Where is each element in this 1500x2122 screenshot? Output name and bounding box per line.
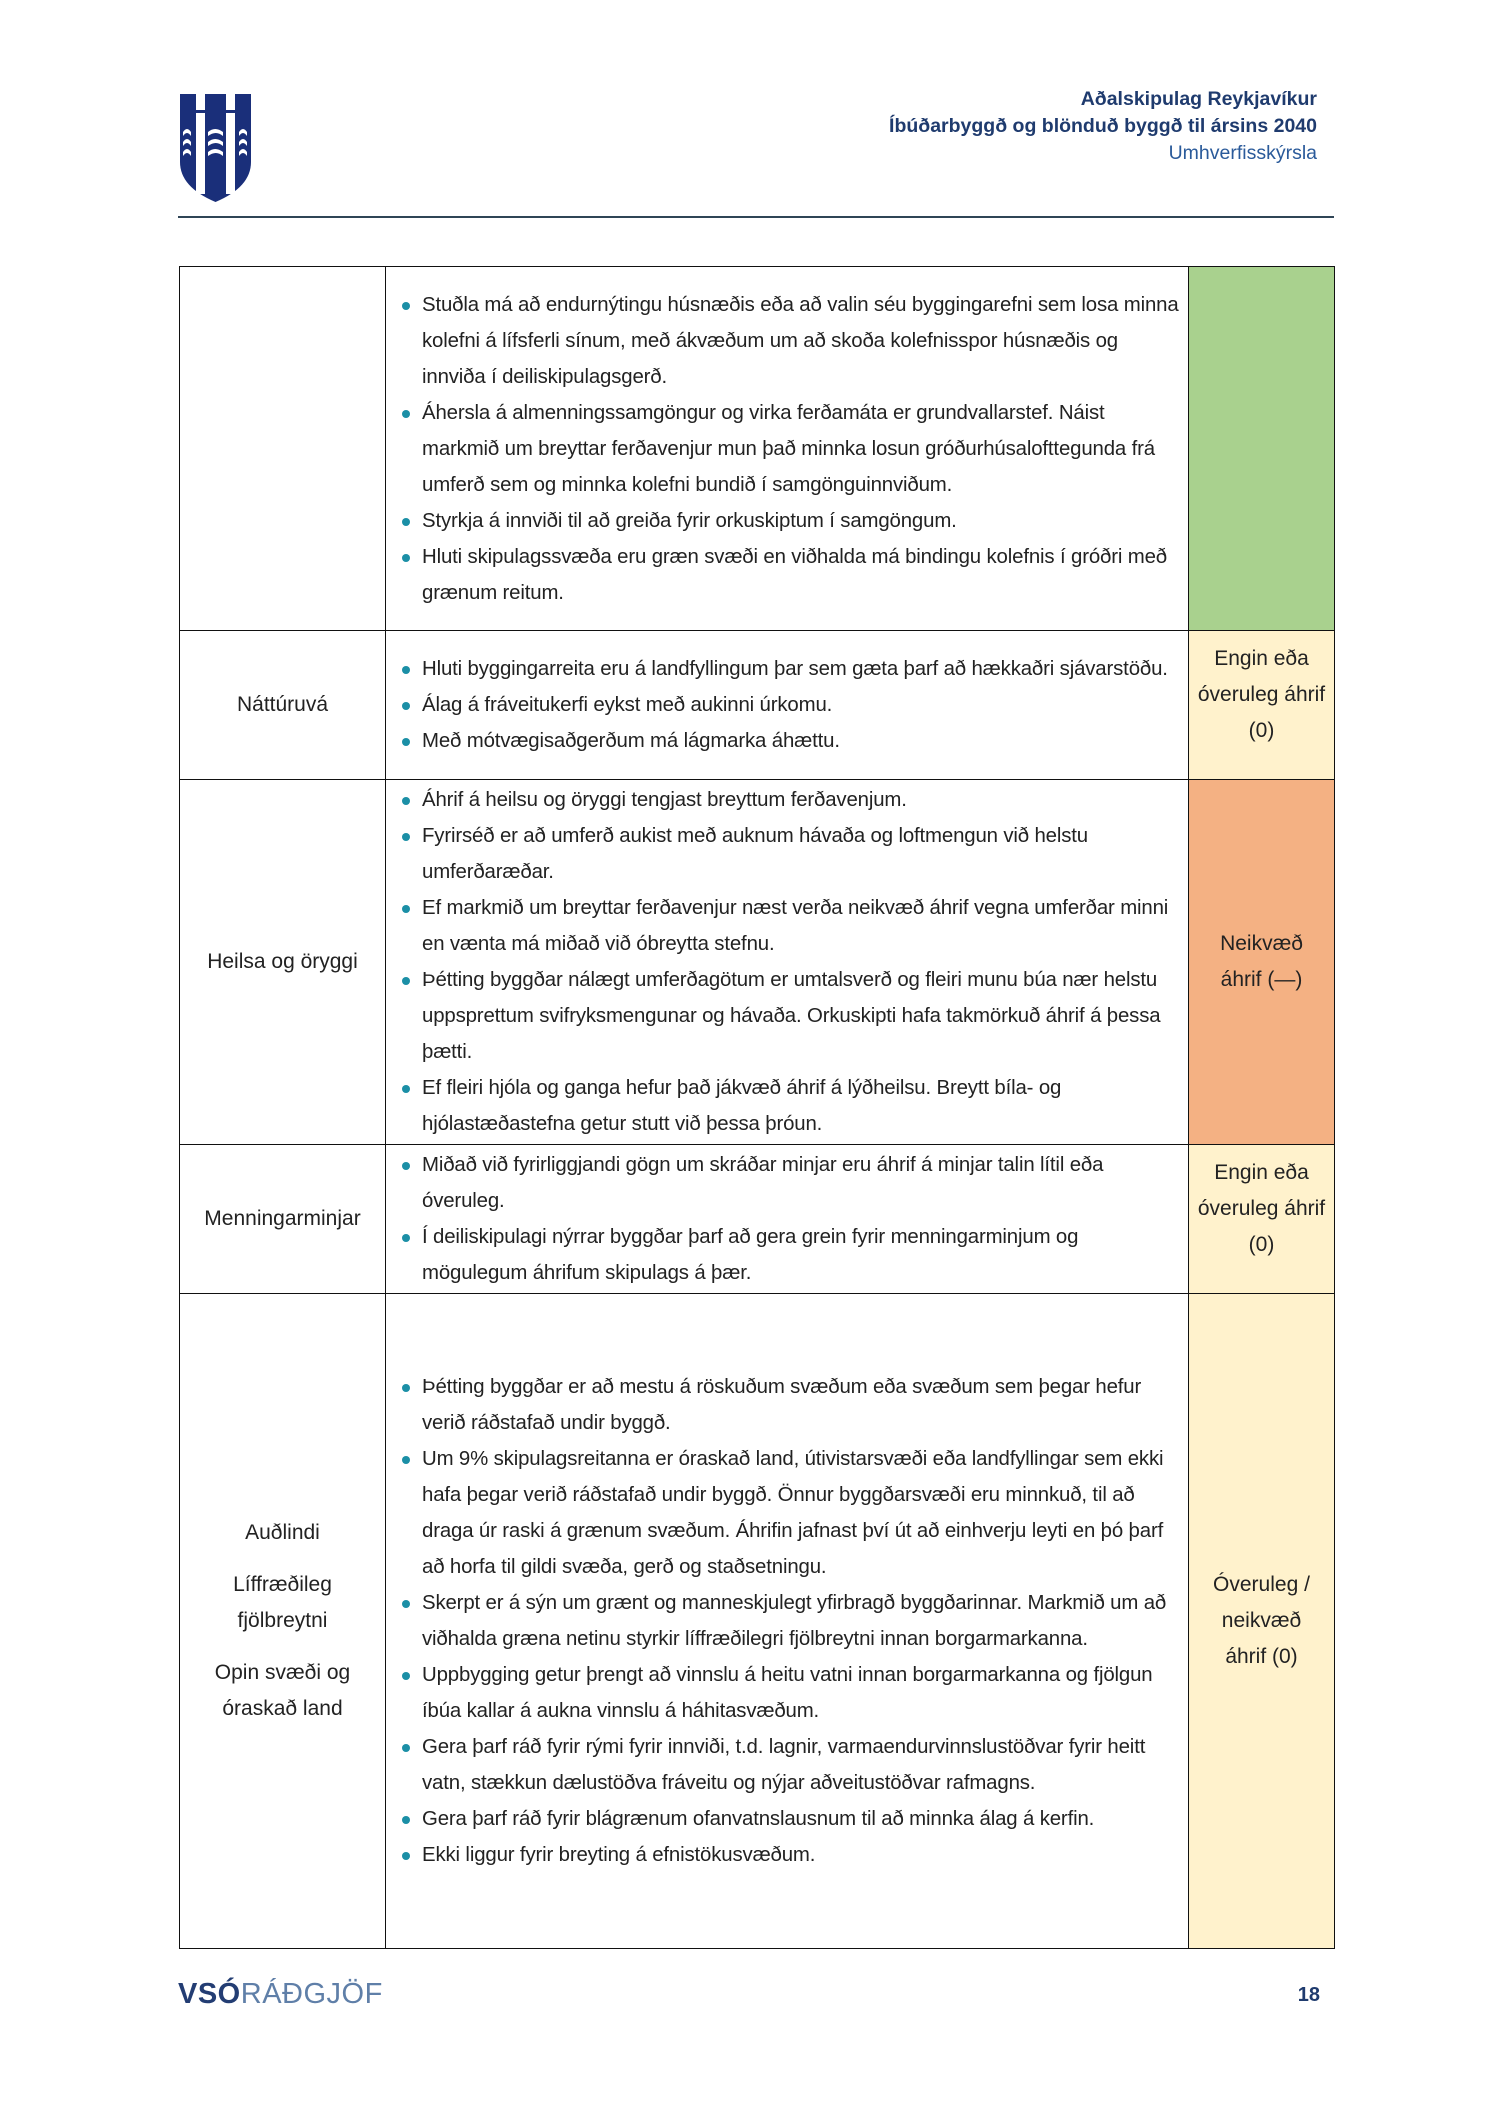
list-item: Fyrirséð er að umferð aukist með auknum hávaða og loftmengun við helstu umferðaræðar. [422,818,1180,890]
list-item: Þétting byggðar nálægt umferðagötum er umtalsverð og fleiri munu búa nær helstu uppsprettum svifryksmengunar og hávaða. Orkuskipti hafa takmörkuð áhrif á þessa þætti. [422,962,1180,1070]
list-item: Hluti skipulagssvæða eru græn svæði en viðhalda má bindingu kolefnis í gróðri með grænum reitum. [422,539,1180,611]
topic-label: Líffræðileg fjölbreytni [233,1573,332,1632]
list-item: Áhersla á almenningssamgöngur og virka ferðamáta er grundvallarstef. Náist markmið um breyttar ferðavenjur mun það minnka losun gróðurhúsalofttegunda frá umferð sem og minnka kolefni bundið í samgönguinnviðum. [422,395,1180,503]
list-item: Ef markmið um breyttar ferðavenjur næst verða neikvæð áhrif vegna umferðar minni en vænta má miðað við óbreytta stefnu. [422,890,1180,962]
topic-label: Náttúruvá [236,693,329,716]
header-divider [178,216,1334,218]
list-item: Með mótvægisaðgerðum má lágmarka áhættu. [422,723,1180,759]
table-row [180,631,1335,780]
list-item: Hluti byggingarreita eru á landfyllingum þar sem gæta þarf að hækkaðri sjávarstöðu. [422,651,1180,687]
impact-assessment-table [179,266,1335,1949]
list-item: Álag á fráveitukerfi eykst með aukinni úrkomu. [422,687,1180,723]
list-item: Miðað við fyrirliggjandi gögn um skráðar minjar eru áhrif á minjar talin lítil eða óveruleg. [422,1147,1180,1219]
list-item: Gera þarf ráð fyrir blágrænum ofanvatnslausnum til að minnka álag á kerfin. [422,1801,1180,1837]
topic-cell [180,267,386,631]
header-title: Aðalskipulag Reykjavíkur [1080,88,1317,110]
topic-label: Menningarminjar [204,1207,361,1230]
table-row [180,1294,1335,1949]
topic-cell [180,1294,386,1949]
table-row [180,1145,1335,1294]
brand-bold: VSÓ [178,1978,241,2010]
evaluation-cell: Neikvæð áhrif (—) [1189,780,1335,1145]
bullets-cell [386,780,1189,1145]
document-header [889,86,1317,167]
header-doc-type: Umhverfisskýrsla [1168,142,1317,164]
topic-label: Opin svæði og óraskað land [214,1661,351,1720]
bullets-cell [386,1145,1189,1294]
topic-label: Heilsa og öryggi [207,950,358,973]
brand-light: RÁÐGJÖF [240,1978,383,2010]
topic-cell [180,631,386,780]
list-item: Um 9% skipulagsreitanna er óraskað land, útivistarsvæði eða landfyllingar sem ekki hafa þegar verið ráðstafað undir byggð. Önnur byggðarsvæði eru minnkuð, til að draga úr raski á grænum svæðum. Áhrifin jafnast því út að einhverju leyti en þó þarf að horfa til gildi svæða, gerð og staðsetningu. [422,1441,1180,1585]
reykjavik-coat-of-arms-logo [178,92,253,204]
table-row [180,267,1335,631]
list-item: Skerpt er á sýn um grænt og manneskjulegt yfirbragð byggðarinnar. Markmið um að viðhalda græna netinu styrkir líffræðilegri fjölbreytni innan borgarmarkanna. [422,1585,1180,1657]
table-row [180,780,1335,1145]
list-item: Áhrif á heilsu og öryggi tengjast breyttum ferðavenjum. [422,782,1180,818]
topic-cell [180,1145,386,1294]
bullets-cell [386,631,1189,780]
list-item: Ef fleiri hjóla og ganga hefur það jákvæð áhrif á lýðheilsu. Breytt bíla- og hjólastæðastefna getur stutt við þessa þróun. [422,1070,1180,1142]
topic-cell [180,780,386,1145]
list-item: Þétting byggðar er að mestu á röskuðum svæðum eða svæðum sem þegar hefur verið ráðstafað undir byggð. [422,1369,1180,1441]
bullets-cell [386,1294,1189,1949]
evaluation-cell: Engin eða óveruleg áhrif (0) [1189,1145,1335,1294]
vso-radgjof-logo [178,1978,383,2011]
list-item: Styrkja á innviði til að greiða fyrir orkuskiptum í samgöngum. [422,503,1180,539]
evaluation-cell-positive [1189,267,1335,631]
evaluation-cell: Óveruleg / neikvæð áhrif (0) [1189,1294,1335,1949]
list-item: Gera þarf ráð fyrir rými fyrir innviði, t.d. lagnir, varmaendurvinnslustöðvar fyrir heitt vatn, stækkun dælustöðva fráveitu og nýjar aðveitustöðvar rafmagns. [422,1729,1180,1801]
header-subtitle: Íbúðarbyggð og blönduð byggð til ársins 2040 [889,115,1317,137]
page-number: 18 [1297,1984,1320,2006]
list-item: Uppbygging getur þrengt að vinnslu á heitu vatni innan borgarmarkanna og fjölgun íbúa kallar á aukna vinnslu á háhitasvæðum. [422,1657,1180,1729]
topic-label: Auðlindi [245,1521,320,1544]
list-item: Í deiliskipulagi nýrrar byggðar þarf að gera grein fyrir menningarminjum og mögulegum áhrifum skipulags á þær. [422,1219,1180,1291]
list-item: Stuðla má að endurnýtingu húsnæðis eða að valin séu byggingarefni sem losa minna kolefni á lífsferli sínum, með ákvæðum um að skoða kolefnisspor húsnæðis og innviða í deiliskipulagsgerð. [422,287,1180,395]
bullets-cell [386,267,1189,631]
list-item: Ekki liggur fyrir breyting á efnistökusvæðum. [422,1837,1180,1873]
evaluation-cell: Engin eða óveruleg áhrif (0) [1189,631,1335,780]
